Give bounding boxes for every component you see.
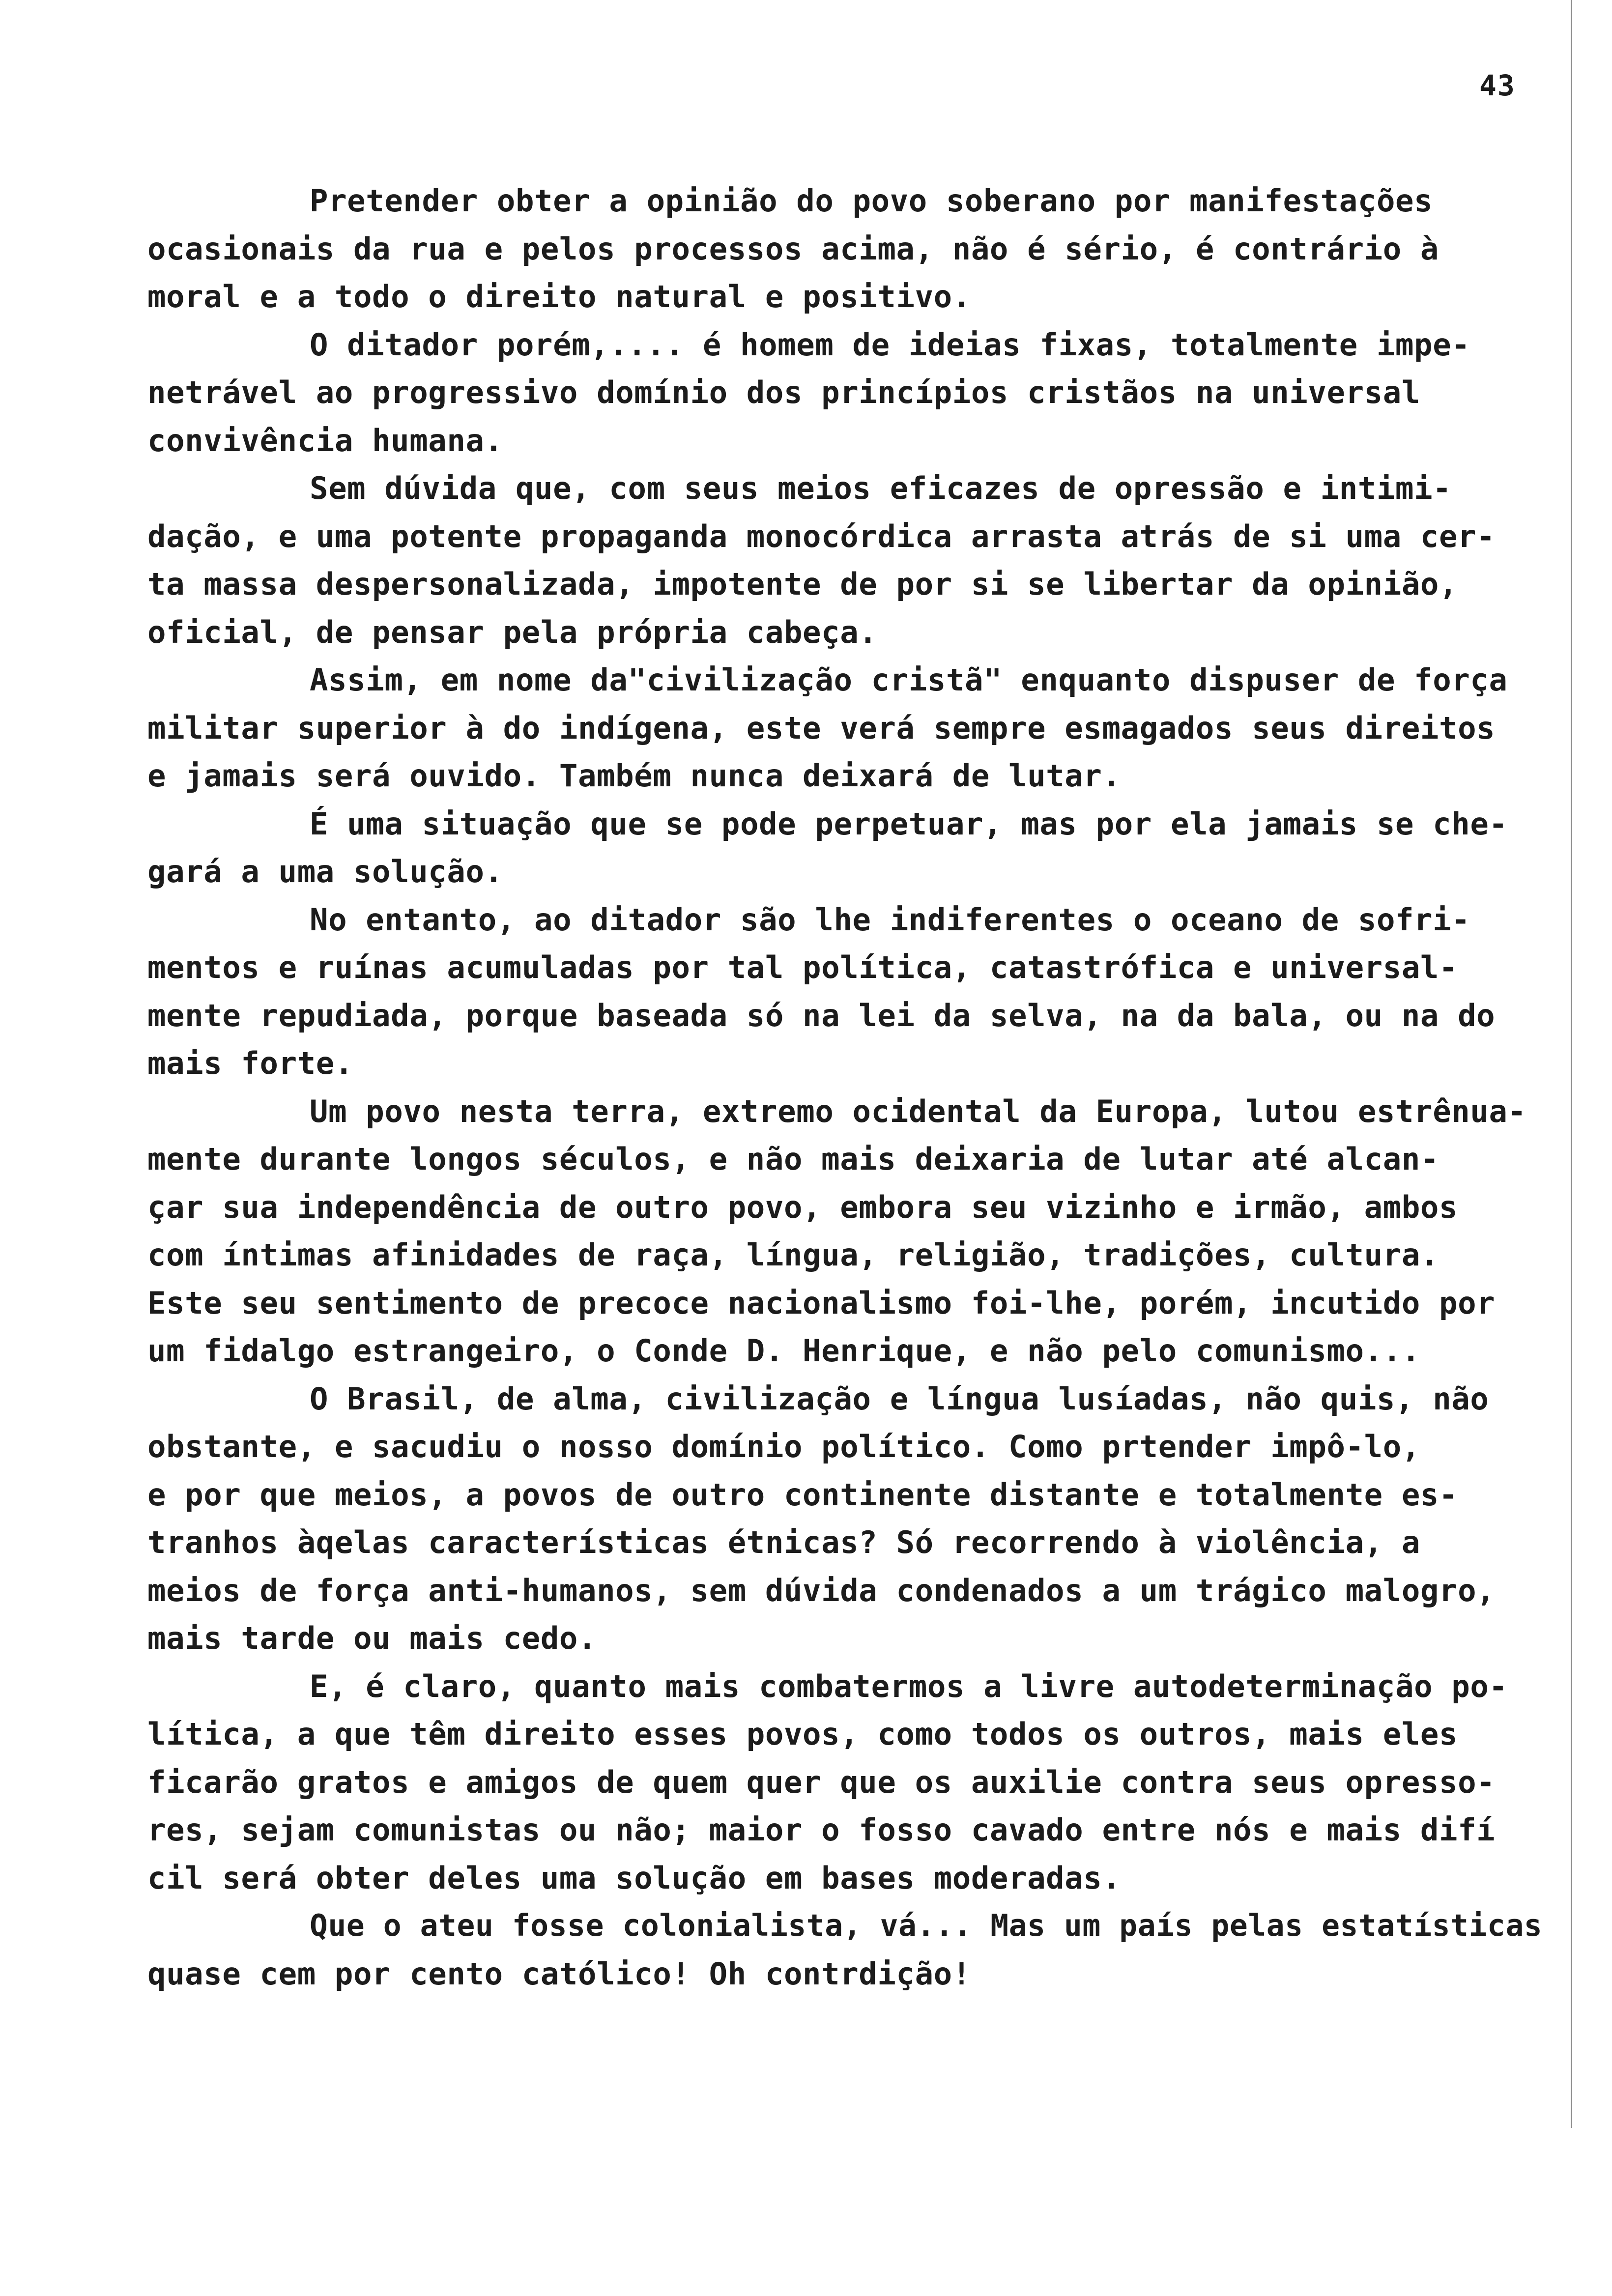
- text-line: mais forte.: [147, 1045, 353, 1081]
- text-line: convivência humana.: [147, 422, 503, 459]
- page-number: 43: [1479, 69, 1516, 102]
- text-line: mente durante longos séculos, e não mais deixaria de lutar até alcan-: [147, 1141, 1439, 1177]
- text-line: com íntimas afinidades de raça, língua, religião, tradições, cultura.: [147, 1237, 1439, 1273]
- text-line: Que o ateu fosse colonialista, vá... Mas um país pelas estatísticas: [310, 1908, 1543, 1943]
- text-line: mentos e ruínas acumuladas por tal política, catastrófica e universal-: [147, 949, 1458, 985]
- text-line: res, sejam comunistas ou não; maior o fosso cavado entre nós e mais difí: [147, 1812, 1496, 1848]
- text-line: lítica, a que têm direito esses povos, como todos os outros, mais eles: [147, 1716, 1458, 1752]
- text-line: quase cem por cento católico! Oh contrdição!: [147, 1955, 971, 1992]
- text-line: mente repudiada, porque baseada só na lei da selva, na da bala, ou na do: [147, 997, 1496, 1033]
- text-line: Assim, em nome da"civilização cristã" enquanto dispuser de força: [310, 662, 1508, 698]
- text-line: moral e a todo o direito natural e positivo.: [147, 279, 971, 315]
- text-line: meios de força anti-humanos, sem dúvida condenados a um trágico malogro,: [147, 1572, 1496, 1608]
- text-line: dação, e uma potente propaganda monocórdica arrasta atrás de si uma cer-: [147, 518, 1496, 554]
- text-line: tranhos àqelas características étnicas? Só recorrendo à violência, a: [147, 1524, 1420, 1560]
- text-line: netrável ao progressivo domínio dos princípios cristãos na universal: [147, 374, 1420, 410]
- text-line: Um povo nesta terra, extremo ocidental da Europa, lutou estrênua-: [310, 1093, 1526, 1129]
- text-line: mais tarde ou mais cedo.: [147, 1620, 597, 1656]
- text-line: O ditador porém,.... é homem de ideias fixas, totalmente impe-: [310, 326, 1470, 363]
- text-line: E, é claro, quanto mais combatermos a livre autodeterminação po-: [310, 1668, 1508, 1704]
- text-line: É uma situação que se pode perpetuar, mas por ela jamais se che-: [310, 805, 1508, 842]
- text-line: gará a uma solução.: [147, 854, 503, 890]
- text-line: ficarão gratos e amigos de quem quer que os auxilie contra seus opresso-: [147, 1764, 1496, 1800]
- text-line: e jamais será ouvido. Também nunca deixará de lutar.: [147, 758, 1121, 794]
- text-line: O Brasil, de alma, civilização e língua lusíadas, não quis, não: [310, 1380, 1489, 1417]
- text-line: Pretender obter a opinião do povo soberano por manifestações: [310, 183, 1433, 219]
- text-line: obstante, e sacudiu o nosso domínio político. Como prtender impô-lo,: [147, 1429, 1420, 1464]
- body-text: [147, 177, 1573, 1998]
- text-line: militar superior à do indígena, este verá sempre esmagados seus direitos: [147, 710, 1496, 746]
- text-line: ta massa despersonalizada, impotente de por si se libertar da opinião,: [147, 566, 1458, 602]
- text-line: cil será obter deles uma solução em bases moderadas.: [147, 1860, 1121, 1896]
- text-line: çar sua independência de outro povo, embora seu vizinho e irmão, ambos: [147, 1189, 1458, 1225]
- text-line: No entanto, ao ditador são lhe indiferentes o oceano de sofri-: [310, 901, 1470, 938]
- text-line: um fidalgo estrangeiro, o Conde D. Henrique, e não pelo comunismo...: [147, 1333, 1420, 1369]
- text-line: ocasionais da rua e pelos processos acima, não é sério, é contrário à: [147, 230, 1439, 267]
- text-line: oficial, de pensar pela própria cabeça.: [147, 614, 878, 650]
- text-line: e por que meios, a povos de outro continente distante e totalmente es-: [147, 1476, 1458, 1513]
- text-line: Sem dúvida que, com seus meios eficazes de opressão e intimi-: [310, 470, 1452, 506]
- text-line: Este seu sentimento de precoce nacionalismo foi-lhe, porém, incutido por: [147, 1285, 1496, 1321]
